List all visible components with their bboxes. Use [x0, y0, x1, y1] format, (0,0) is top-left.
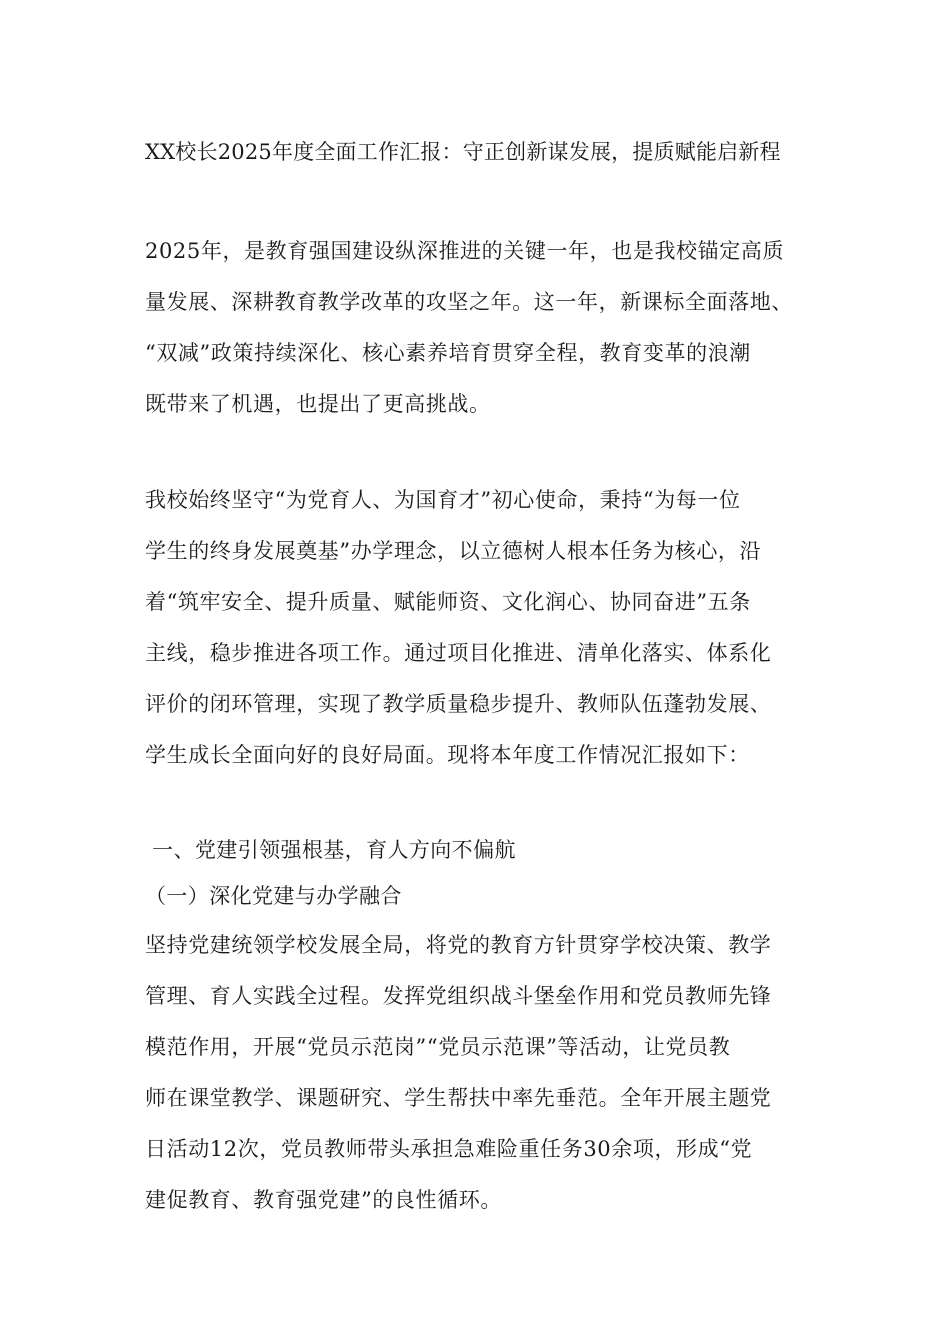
paragraph-line: 日活动12次，党员教师带头承担急难险重任务30余项，形成“党 [145, 1137, 753, 1161]
paragraph-line: 评价的闭环管理，实现了教学质量稳步提升、教师队伍蓬勃发展、 [145, 692, 772, 716]
party-paragraph [145, 920, 815, 1226]
mission-paragraph [145, 475, 815, 781]
paragraph-line: 我校始终坚守“为党育人、为国育才”初心使命，秉持“为每一位 [145, 488, 741, 512]
paragraph-line: 师在课堂教学、课题研究、学生帮扶中率先垂范。全年开展主题党 [145, 1086, 772, 1110]
paragraph-line: 2025年，是教育强国建设纵深推进的关键一年，也是我校锚定高质 [145, 239, 785, 263]
paragraph-line: 管理、育人实践全过程。发挥党组织战斗堡垒作用和党员教师先锋 [145, 984, 772, 1008]
paragraph-line: 学生成长全面向好的良好局面。现将本年度工作情况汇报如下： [145, 743, 750, 767]
paragraph-line: 学生的终身发展奠基”办学理念，以立德树人根本任务为核心，沿 [145, 539, 762, 563]
subsection-heading: （一）深化党建与办学融合 [145, 884, 402, 908]
section-heading: 一、党建引领强根基，育人方向不偏航 [145, 838, 516, 862]
paragraph-line: 坚持党建统领学校发展全局，将党的教育方针贯穿学校决策、教学 [145, 933, 772, 957]
document-title: XX校长2025年度全面工作汇报：守正创新谋发展，提质赋能启新程 [145, 140, 781, 164]
intro-paragraph [145, 226, 815, 430]
paragraph-line: 模范作用，开展“党员示范岗”“党员示范课”等活动，让党员教 [145, 1035, 731, 1059]
paragraph-line: 量发展、深耕教育教学改革的攻坚之年。这一年，新课标全面落地、 [145, 290, 793, 314]
paragraph-line: 建促教育、教育强党建”的良性循环。 [145, 1188, 502, 1212]
paragraph-line: 主线，稳步推进各项工作。通过项目化推进、清单化落实、体系化 [145, 641, 772, 665]
paragraph-line: 着“筑牢安全、提升质量、赋能师资、文化润心、协同奋进”五条 [145, 590, 751, 614]
paragraph-line: 既带来了机遇，也提出了更高挑战。 [145, 392, 491, 416]
paragraph-line: “双减”政策持续深化、核心素养培育贯穿全程，教育变革的浪潮 [145, 341, 751, 365]
